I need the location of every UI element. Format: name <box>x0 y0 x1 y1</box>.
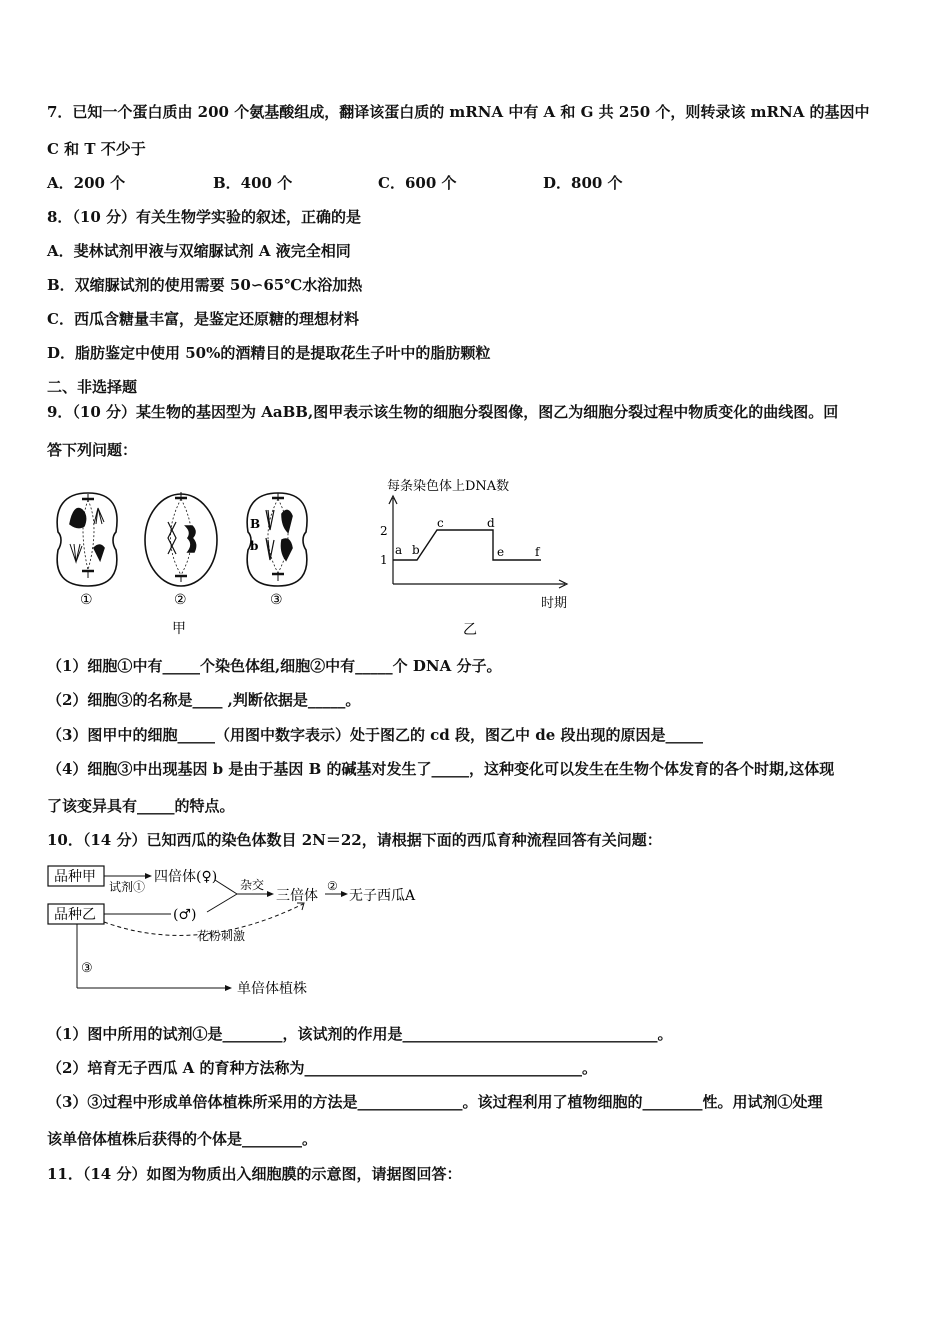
q10-sub-3-line2: 该单倍体植株后获得的个体是________。 <box>47 1130 318 1148</box>
tetraploid-label: 四倍体(♀) <box>154 869 218 885</box>
step-2-label: ② <box>327 879 338 893</box>
q8-stem: 8．（10 分）有关生物学实验的叙述，正确的是 <box>47 208 362 226</box>
cell-label-3: ③ <box>270 592 283 608</box>
q7-option-d: D．800 个 <box>543 174 623 192</box>
figure-jia <box>48 486 328 641</box>
graph-ytick-1: 1 <box>380 553 388 567</box>
seedless-watermelon-label: 无子西瓜A <box>349 888 416 904</box>
section-heading: 二、非选择题 <box>47 378 138 396</box>
q7-stem-line1: 7．已知一个蛋白质由 200 个氨基酸组成，翻译该蛋白质的 mRNA 中有 A 和 G 共 250 个，则转录该 mRNA 的基因中 <box>47 103 870 121</box>
q7-option-c: C．600 个 <box>378 174 457 192</box>
point-f: f <box>535 545 540 559</box>
cell-label-1: ① <box>80 592 93 608</box>
q9-stem-line1: 9．（10 分）某生物的基因型为 AaBB,图甲表示该生物的细胞分裂图像，图乙为细胞分裂过程中物质变化的曲线图。回 <box>47 403 839 421</box>
q10-stem: 10．（14 分）已知西瓜的染色体数目 2N＝22，请根据下面的西瓜育种流程回答有关问题： <box>47 831 662 849</box>
point-a: a <box>395 543 403 557</box>
q7-option-b: B．400 个 <box>213 174 293 192</box>
q10-sub-2: （2）培育无子西瓜 A 的育种方法称为_____________________________________。 <box>47 1059 598 1077</box>
figure-jia-caption: 甲 <box>172 621 186 637</box>
variety-yi-label: 品种乙 <box>54 907 96 923</box>
gene-label-B: B <box>250 517 261 531</box>
q10-sub-1: （1）图中所用的试剂①是________，该试剂的作用是__________________________________。 <box>47 1025 673 1043</box>
graph-ylabel: 每条染色体上DNA数 <box>387 479 510 494</box>
q9-sub-2: （2）细胞③的名称是____ ,判断依据是_____。 <box>47 691 361 709</box>
cell-label-2: ② <box>174 592 187 608</box>
point-d: d <box>487 516 495 530</box>
q8-option-a: A．斐林试剂甲液与双缩脲试剂 A 液完全相同 <box>47 242 351 260</box>
step-3-label: ③ <box>81 961 93 976</box>
male-label: (♂) <box>173 907 197 923</box>
haploid-label: 单倍体植株 <box>237 981 307 997</box>
q7-stem-line2: C 和 T 不少于 <box>47 140 146 158</box>
triploid-label: 三倍体 <box>276 888 318 904</box>
q10-sub-3-line1: （3）③过程中形成单倍体植株所采用的方法是______________。该过程利用了植物细胞的________性。用试剂①处理 <box>47 1093 823 1111</box>
q7-option-a: A．200 个 <box>47 174 126 192</box>
point-e: e <box>497 545 505 559</box>
figure-yi-caption: 乙 <box>463 622 477 638</box>
figure-yi <box>375 472 585 642</box>
q9-sub-1: （1）细胞①中有_____个染色体组,细胞②中有_____个 DNA 分子。 <box>47 657 502 675</box>
q9-sub-4-line2: 了该变异具有_____的特点。 <box>47 797 235 815</box>
graph-xlabel: 时期 <box>541 596 568 611</box>
gene-label-b: b <box>250 539 259 553</box>
cross-label: 杂交 <box>240 878 265 892</box>
q9-sub-4-line1: （4）细胞③中出现基因 b 是由于基因 B 的碱基对发生了_____，这种变化可以发生在生物个体发育的各个时期,这体现 <box>47 760 835 778</box>
breeding-flowchart <box>47 860 447 1000</box>
cell-1 <box>57 493 117 586</box>
cell-2 <box>145 492 217 586</box>
q8-option-b: B．双缩脲试剂的使用需要 50∽65℃水浴加热 <box>47 276 363 294</box>
q9-stem-line2: 答下列问题： <box>47 441 138 459</box>
point-c: c <box>437 516 444 530</box>
q11-stem: 11．（14 分）如图为物质出入细胞膜的示意图，请据图回答： <box>47 1165 462 1183</box>
reagent-label: 试剂① <box>109 880 146 894</box>
q8-option-c: C．西瓜含糖量丰富，是鉴定还原糖的理想材料 <box>47 310 359 328</box>
variety-jia-label: 品种甲 <box>54 869 96 885</box>
point-b: b <box>412 543 420 557</box>
q9-sub-3: （3）图甲中的细胞_____（用图中数字表示）处于图乙的 cd 段，图乙中 de 段出现的原因是_____ <box>47 726 703 744</box>
pollen-stimulation-label: 花粉刺激 <box>197 929 246 943</box>
q8-option-d: D．脂肪鉴定中使用 50%的酒精目的是提取花生子叶中的脂肪颗粒 <box>47 344 491 362</box>
graph-ytick-2: 2 <box>380 524 388 538</box>
